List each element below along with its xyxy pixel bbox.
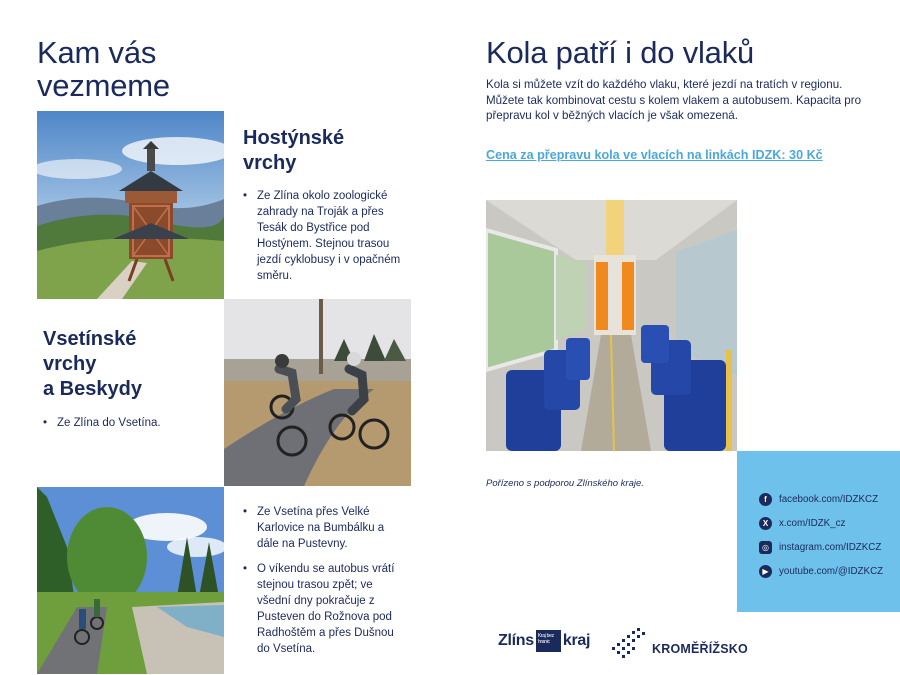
bullet-list-pustevny xyxy=(243,504,408,657)
social-link-text: youtube.com/@IDZKCZ xyxy=(779,565,884,577)
page-title-text: Kam vás vezmeme xyxy=(37,35,170,103)
bullet-list-vsetinske xyxy=(43,415,213,431)
x-icon: X xyxy=(759,517,772,530)
photo-train-interior xyxy=(486,200,737,451)
social-link-x[interactable] xyxy=(759,511,900,535)
section-title-line: vrchy xyxy=(243,152,297,174)
logo-text: Zlíns xyxy=(498,632,534,649)
section-title-vsetinske xyxy=(43,327,213,402)
logo-text: KROMĚŘÍŽSKO xyxy=(652,642,748,656)
kromerizsko-logo xyxy=(610,627,748,661)
social-link-text: facebook.com/IDZKCZ xyxy=(779,493,879,505)
kromerizsko-mark-icon xyxy=(610,627,648,661)
section-title-line: Vsetínské xyxy=(43,328,137,350)
intro-paragraph: Kola si můžete vzít do každého vlaku, které jezdí na tratích v regionu. Můžete tak kombinovat cestu s kolem vlakem a autobusem. Kapacita pro přepravu kol v běžných vlacích je však omezená. xyxy=(486,78,862,122)
bullet-list-hostynske xyxy=(243,188,408,284)
list-item: • O víkendu se autobus vrátí stejnou trasou zpět; ve všední dny pokračuje z Pusteven do Rožnova pod Radhoštěm a přes Dušnou do Vsetína. xyxy=(243,561,408,657)
logo-text: kraj xyxy=(562,632,591,649)
social-link-instagram[interactable] xyxy=(759,535,900,559)
social-link-text: instagram.com/IDZKCZ xyxy=(779,541,882,553)
page-title-right xyxy=(486,36,754,70)
list-item: • Ze Zlína do Vsetína. xyxy=(43,415,213,431)
photo-lookout-tower xyxy=(37,111,224,299)
social-link-text: x.com/IDZK_cz xyxy=(779,517,846,529)
page-title-left xyxy=(37,36,237,102)
section-title-hostynske xyxy=(243,126,393,176)
section-title-line: vrchy xyxy=(43,353,97,375)
youtube-icon: ▶ xyxy=(759,565,772,578)
section-title-line: Hostýnské xyxy=(243,127,345,149)
photo-cyclists-road xyxy=(224,299,411,486)
facebook-icon: f xyxy=(759,493,772,506)
list-item: • Ze Vsetína přes Velké Karlovice na Bumbálku a dále na Pustevny. xyxy=(243,504,408,552)
support-note: Pořízeno s podporou Zlínského kraje. xyxy=(486,478,644,489)
social-links-box xyxy=(737,451,900,612)
logo-chip: Kraj bez hranic xyxy=(536,630,561,652)
social-link-facebook[interactable] xyxy=(759,487,900,511)
list-item: • Ze Zlína okolo zoologické zahrady na Troják a přes Tesák do Bystřice pod Hostýnem. Stejnou trasou jezdí cyklobusy i v opačném směru. xyxy=(243,188,408,284)
section-title-line: a Beskydy xyxy=(43,378,142,400)
bike-price-link[interactable]: Cena za přepravu kola ve vlacích na linkách IDZK: 30 Kč xyxy=(486,148,823,162)
photo-cyclists-river xyxy=(37,487,224,674)
instagram-icon: ◎ xyxy=(759,541,772,554)
page-title-text: Kola patří i do vlaků xyxy=(486,35,755,70)
social-link-youtube[interactable] xyxy=(759,559,900,583)
zlinsky-kraj-logo xyxy=(498,630,590,652)
